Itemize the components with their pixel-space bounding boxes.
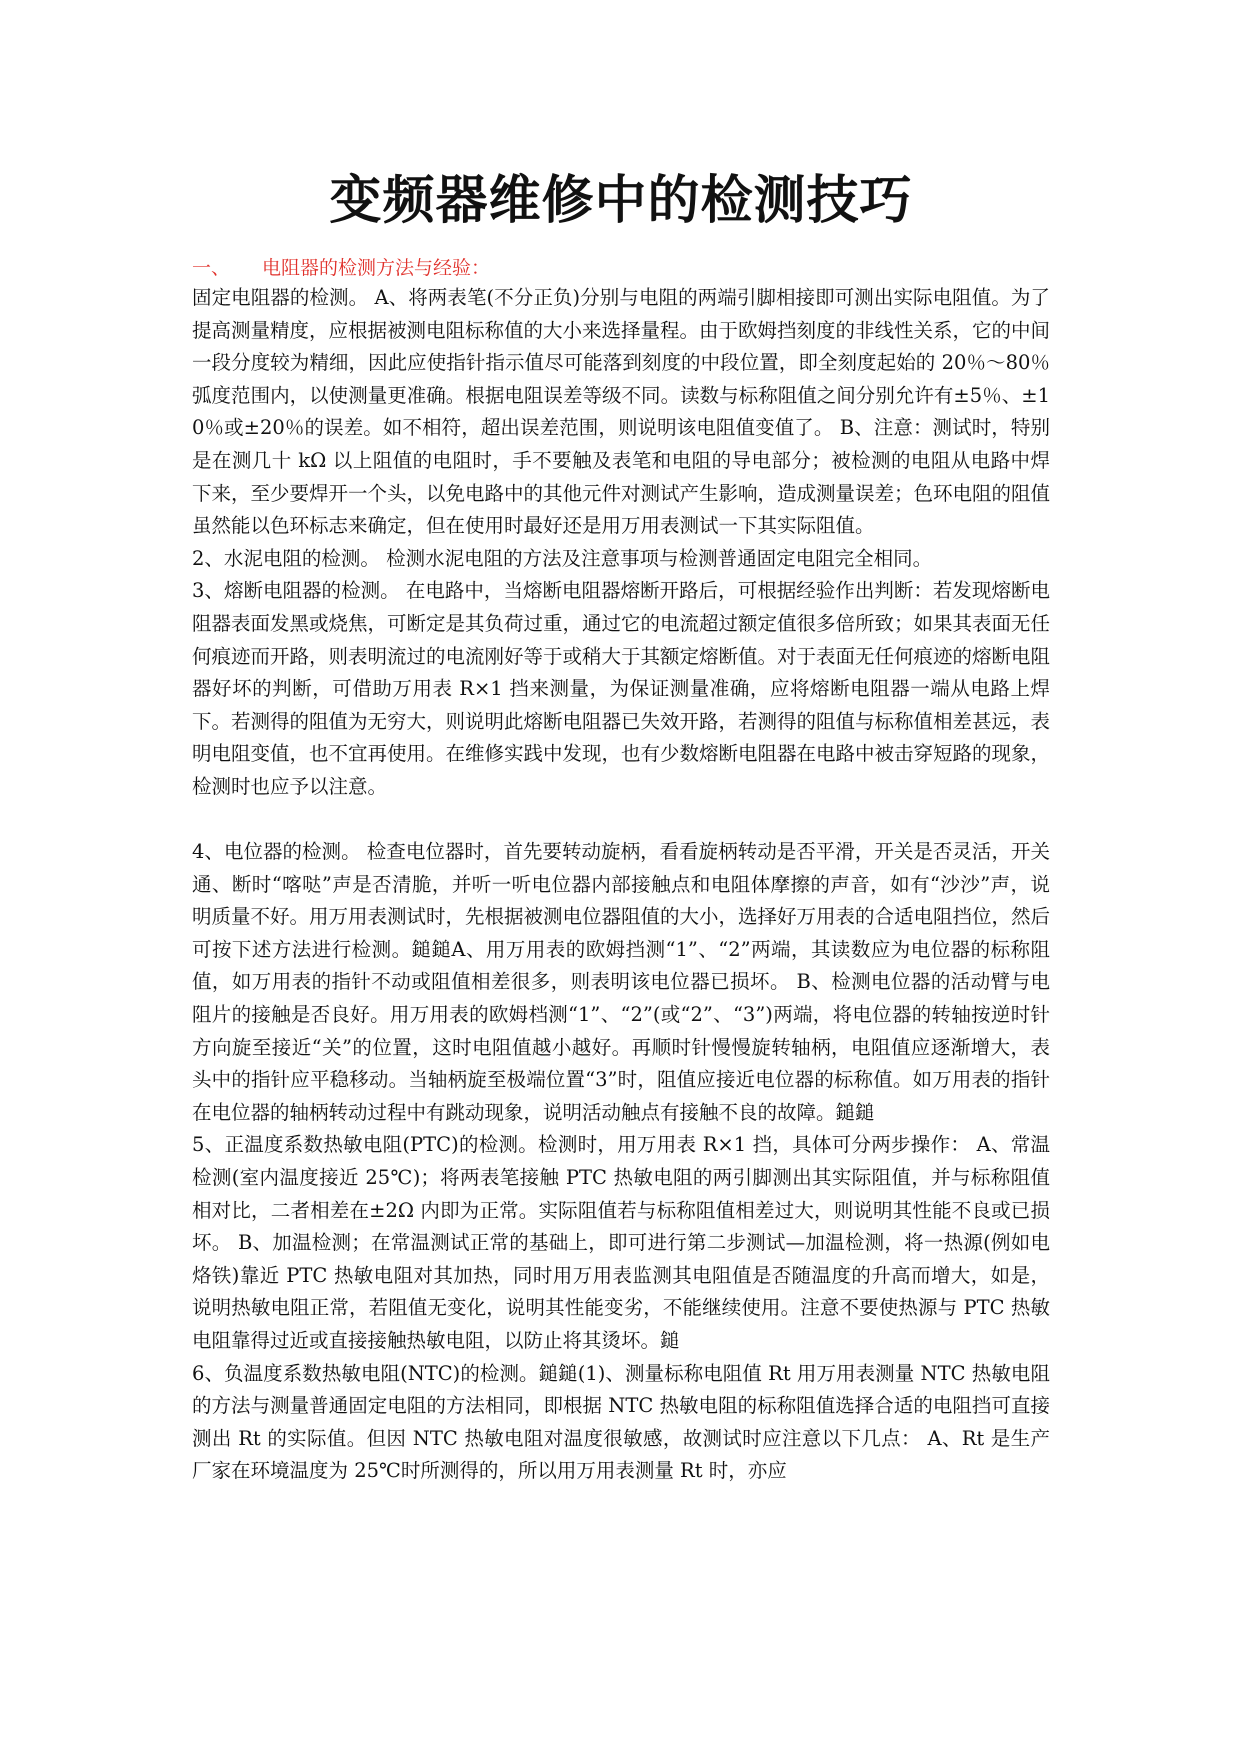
paragraph-fuse-resistor: 3、熔断电阻器的检测。 在电路中，当熔断电阻器熔断开路后，可根据经验作出判断：若发现熔断电阻器表面发黑或烧焦，可断定是其负荷过重，通过它的电流超过额定值很多倍所致；如果其表面无任何痕迹而开路，则表明流过的电流刚好等于或稍大于其额定熔断值。对于表面无任何痕迹的熔断电阻器好坏的判断，可借助万用表 R×1 挡来测量，为保证测量准确，应将熔断电阻器一端从电路上焊下。若测得的阻值为无穷大，则说明此熔断电阻器已失效开路，若测得的阻值与标称值相差甚远，表明电阻变值，也不宜再使用。在维修实践中发现，也有少数熔断电阻器在电路中被击穿短路的现象，检测时也应予以注意。 — [192, 579, 1051, 798]
paragraph-potentiometer: 4、电位器的检测。 检查电位器时，首先要转动旋柄，看看旋柄转动是否平滑，开关是否灵活，开关通、断时“喀哒”声是否清脆，并听一听电位器内部接触点和电阻体摩擦的声音，如有“沙沙”声，说明质量不好。用万用表测试时，先根据被测电位器阻值的大小，选择好万用表的合适电阻挡位，然后可按下述方法进行检测。鎚鎚A、用万用表的欧姆挡测“1”、“2”两端，其读数应为电位器的标称阻值，如万用表的指针不动或阻值相差很多，则表明该电位器已损坏。 B、检测电位器的活动臂与电阻片的接触是否良好。用万用表的欧姆档测“1”、“2”(或“2”、“3”)两端，将电位器的转轴按逆时针方向旋至接近“关”的位置，这时电阻值越小越好。再顺时针慢慢旋转轴柄，电阻值应逐渐增大，表头中的指针应平稳移动。当轴柄旋至极端位置“3”时，阻值应接近电位器的标称值。如万用表的指针在电位器的轴柄转动过程中有跳动现象，说明活动触点有接触不良的故障。鎚鎚 — [192, 840, 1051, 1124]
section-heading — [192, 254, 490, 282]
section-title: 电阻器的检测方法与经验： — [262, 257, 491, 279]
paragraph-cement-resistor: 2、水泥电阻的检测。 检测水泥电阻的方法及注意事项与检测普通固定电阻完全相同。 — [192, 546, 933, 570]
blank-line — [192, 804, 1050, 837]
document-title: 变频器维修中的检测技巧 — [329, 170, 913, 231]
paragraph-ptc-thermistor: 5、正温度系数热敏电阻(PTC)的检测。检测时，用万用表 R×1 挡，具体可分两步操作： A、常温检测(室内温度接近 25℃)；将两表笔接触 PTC 热敏电阻的两引脚测出其实际阻值，并与标称阻值相对比，二者相差在±2Ω 内即为正常。实际阻值若与标称阻值相差过大，则说明其性能不良或已损坏。 B、加温检测；在常温测试正常的基础上，即可进行第二步测试—加温检测，将一热源(例如电烙铁)靠近 PTC 热敏电阻对其加热，同时用万用表监测其电阻值是否随温度的升高而增大，如是，说明热敏电阻正常，若阻值无变化，说明其性能变劣，不能继续使用。注意不要使热源与 PTC 热敏电阻靠得过近或直接接触热敏电阻，以防止将其烫坏。鎚 — [192, 1133, 1050, 1352]
paragraph-ntc-thermistor: 6、负温度系数热敏电阻(NTC)的检测。鎚鎚(1)、测量标称电阻值 Rt 用万用表测量 NTC 热敏电阻的方法与测量普通固定电阻的方法相同，即根据 NTC 热敏电阻的标称阻值选择合适的电阻挡可直接测出 Rt 的实际值。但因 NTC 热敏电阻对温度很敏感，故测试时应注意以下几点： A、Rt 是生产厂家在环境温度为 25℃时所测得的，所以用万用表测量 Rt 时，亦应 — [192, 1361, 1050, 1483]
section-number: 一、 — [192, 257, 231, 279]
paragraph-fixed-resistor: 固定电阻器的检测。 A、将两表笔(不分正负)分别与电阻的两端引脚相接即可测出实际电阻值。为了提高测量精度，应根据被测电阻标称值的大小来选择量程。由于欧姆挡刻度的非线性关系，它的中间一段分度较为精细，因此应使指针指示值尽可能落到刻度的中段位置，即全刻度起始的 20％～80％弧度范围内，以使测量更准确。根据电阻误差等级不同。读数与标称阻值之间分别允许有±5％、±10％或±20％的误差。如不相符，超出误差范围，则说明该电阻值变值了。 B、注意：测试时，特别是在测几十 kΩ 以上阻值的电阻时，手不要触及表笔和电阻的导电部分；被检测的电阻从电路中焊下来，至少要焊开一个头，以免电路中的其他元件对测试产生影响，造成测量误差；色环电阻的阻值虽然能以色环标志来确定，但在使用时最好还是用万用表测试一下其实际阻值。 — [192, 286, 1051, 538]
document-body — [192, 282, 1050, 1488]
